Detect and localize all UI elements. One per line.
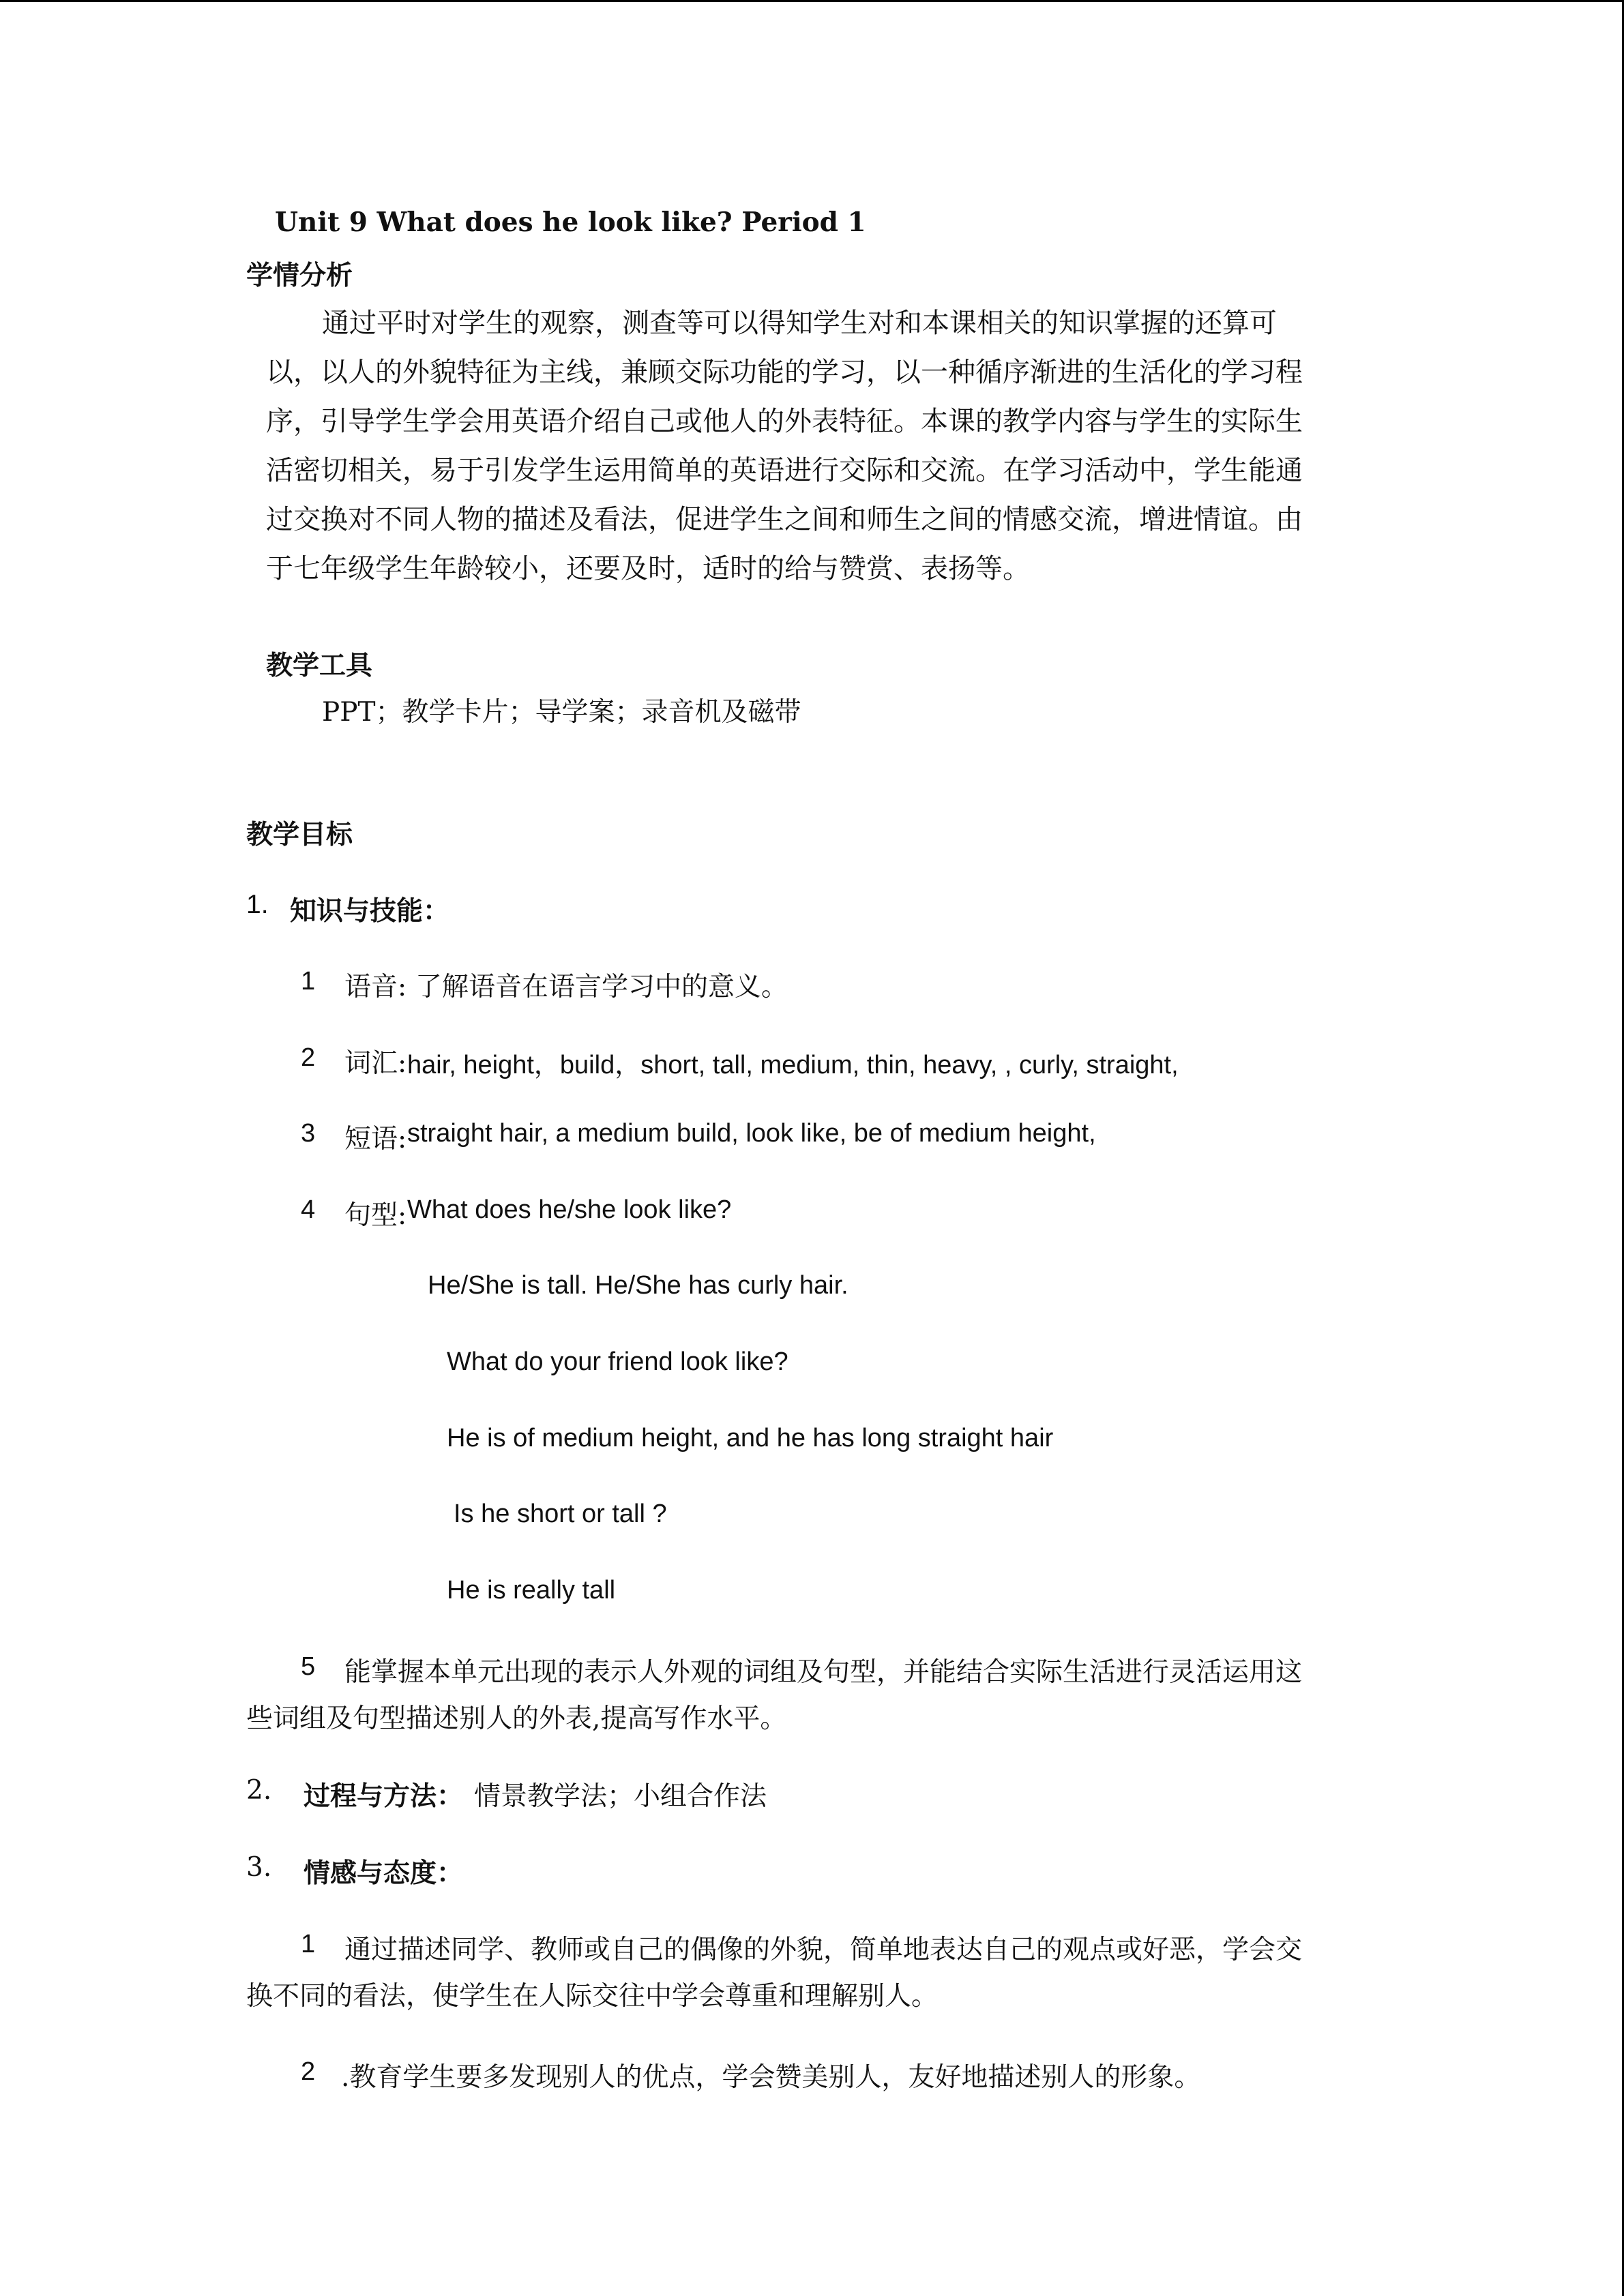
goal-3-heading: 情感与态度： (304, 1859, 464, 1888)
sub-item-text: straight hair, a medium build, look like, be of medium height, (407, 1119, 1096, 1148)
sub-item-number: 2 (301, 1043, 316, 1072)
analysis-line: 活密切相关，易于引发学生运用简单的英语进行交际和交流。在学习活动中，学生能通 (266, 455, 1303, 486)
sub-item-text: .教育学生要多发现别人的优点，学会赞美别人，友好地描述别人的形象。 (341, 2062, 1201, 2093)
sub-item-text-continued: 些词组及句型描述别人的外表,提高写作水平。 (246, 1703, 787, 1734)
sub-item-number: 4 (301, 1195, 316, 1224)
top-border-line (0, 0, 1624, 2)
analysis-line: 过交换对不同人物的描述及看法，促进学生之间和师生之间的情感交流，增进情谊。由 (266, 504, 1303, 535)
sub-item-label: 语音: (344, 972, 407, 1002)
analysis-line: 通过平时对学生的观察，测查等可以得知学生对和本课相关的知识掌握的还算可 (322, 308, 1277, 339)
analysis-heading: 学情分析 (246, 261, 353, 290)
sub-item-text: 能掌握本单元出现的表示人外观的词组及句型，并能结合实际生活进行灵活运用这 (344, 1657, 1303, 1688)
sentence-pattern: He/She is tall. He/She has curly hair. (428, 1271, 848, 1300)
sub-item-number: 5 (301, 1652, 316, 1681)
analysis-line: 序，引导学生学会用英语介绍自己或他人的外表特征。本课的教学内容与学生的实际生 (266, 406, 1303, 437)
sub-item-number: 1 (301, 967, 316, 996)
analysis-line: 以，以人的外貌特征为主线，兼顾交际功能的学习，以一种循序渐进的生活化的学习程 (266, 357, 1303, 388)
analysis-paragraph (266, 299, 1303, 593)
sub-item-label: 短语: (344, 1124, 407, 1154)
sub-item-text: hair, height，build，short, tall, medium, thin, heavy, , curly, straight, (407, 1051, 1179, 1079)
sub-item-number: 2 (301, 2057, 316, 2086)
tools-heading: 教学工具 (266, 651, 373, 681)
sub-item-text: What does he/she look like? (407, 1195, 732, 1224)
goal-2-text: 情景教学法；小组合作法 (474, 1781, 767, 1812)
sentence-pattern: What do your friend look like? (447, 1347, 788, 1376)
sub-item-label: 句型: (344, 1200, 407, 1231)
sentence-pattern: Is he short or tall ? (454, 1500, 667, 1528)
sub-item-number: 3 (301, 1119, 316, 1148)
tools-content: PPT；教学卡片；导学案；录音机及磁带 (322, 697, 801, 728)
goal-2-number: 2. (246, 1775, 272, 1806)
goal-1-number: 1. (246, 890, 269, 919)
goal-2-heading: 过程与方法： (304, 1782, 464, 1811)
goal-1-heading: 知识与技能： (290, 897, 450, 926)
sub-item-text-continued: 换不同的看法，使学生在人际交往中学会尊重和理解别人。 (246, 1981, 939, 2012)
sub-item-number: 1 (301, 1930, 316, 1958)
sentence-pattern: He is really tall (447, 1576, 616, 1605)
sentence-pattern: He is of medium height, and he has long straight hair (447, 1424, 1054, 1452)
sub-item-text: 通过描述同学、教师或自己的偶像的外貌，简单地表达自己的观点或好恶，学会交 (344, 1935, 1303, 1965)
goals-heading: 教学目标 (246, 820, 353, 850)
goal-3-number: 3. (246, 1852, 272, 1883)
analysis-line: 于七年级学生年龄较小，还要及时，适时的给与赞赏、表扬等。 (266, 553, 1030, 584)
document-title: Unit 9 What does he look like? Period 1 (275, 207, 866, 238)
sub-item-text: 了解语音在语言学习中的意义。 (415, 972, 788, 1002)
sub-item-label: 词汇: (344, 1048, 407, 1079)
